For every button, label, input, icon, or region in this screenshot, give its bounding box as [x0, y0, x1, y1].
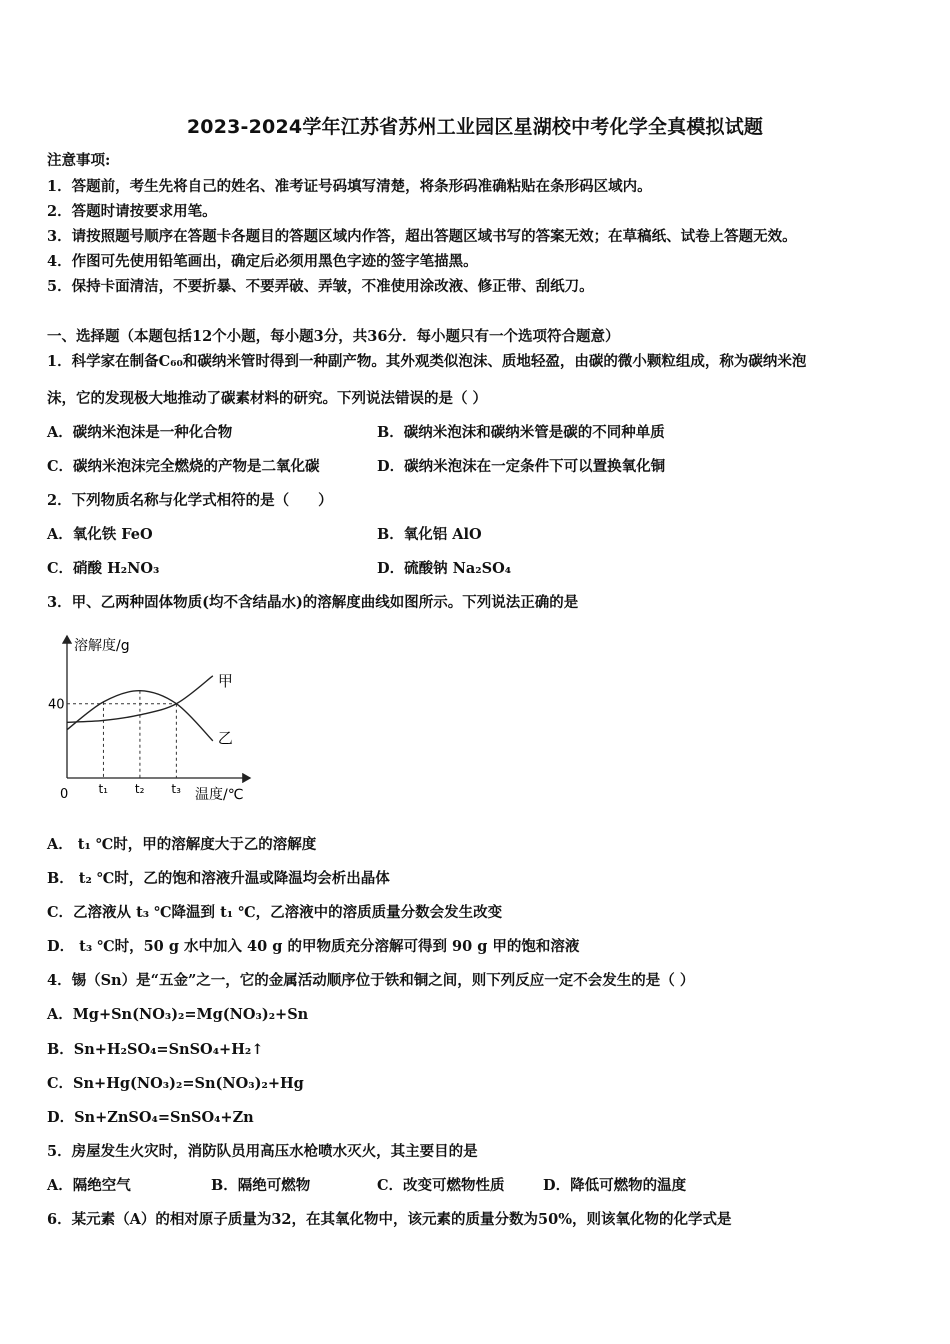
series-label-jia: 甲: [217, 671, 233, 690]
question-2-option-c: C．硝酸 H₂NO₃: [47, 560, 160, 577]
question-5-stem: 5．房屋发生火灾时，消防队员用高压水枪喷水灭火，其主要目的是: [47, 1143, 478, 1160]
question-1-stem-line1: 1．科学家在制备C₆₀和碳纳米管时得到一种副产物。其外观类似泡沫、质地轻盈，由碳的微小颗粒组成，称为碳纳米泡: [47, 353, 807, 370]
question-1-option-a: A．碳纳米泡沫是一种化合物: [47, 424, 233, 441]
x-tick-label: t₁: [98, 782, 108, 796]
question-5-option-c: C．改变可燃物性质: [377, 1177, 505, 1194]
question-4-option-a: A．Mg+Sn(NO₃)₂=Mg(NO₃)₂+Sn: [47, 1006, 309, 1023]
question-3-option-c: C．乙溶液从 t₃ ℃降温到 t₁ ℃，乙溶液中的溶质质量分数会发生改变: [47, 904, 503, 921]
page-title: 2023-2024学年江苏省苏州工业园区星湖校中考化学全真模拟试题: [186, 116, 764, 138]
y-axis-label: 溶解度/g: [74, 638, 130, 654]
question-1-stem-line2: 沫，它的发现极大地推动了碳素材料的研究。下列说法错误的是（ ）: [47, 390, 488, 407]
question-6-stem: 6．某元素（A）的相对原子质量为32，在其氧化物中，该元素的质量分数为50%，则该氧化物的化学式是: [47, 1211, 732, 1228]
question-3-option-d: D． t₃ ℃时，50 g 水中加入 40 g 的甲物质充分溶解可得到 90 g 甲的饱和溶液: [47, 938, 580, 955]
question-2-option-d: D．硫酸钠 Na₂SO₄: [377, 560, 512, 577]
question-4-option-c: C．Sn+Hg(NO₃)₂=Sn(NO₃)₂+Hg: [47, 1075, 304, 1092]
notice-item-4: 4．作图可先使用铅笔画出，确定后必须用黑色字迹的签字笔描黑。: [47, 253, 478, 270]
origin-label: 0: [60, 787, 69, 802]
question-3-stem: 3．甲、乙两种固体物质(均不含结晶水)的溶解度曲线如图所示。下列说法正确的是: [47, 594, 579, 611]
question-2-option-a: A．氧化铁 FeO: [47, 526, 153, 543]
notice-heading: 注意事项:: [47, 152, 111, 169]
notice-item-2: 2．答题时请按要求用笔。: [47, 203, 217, 220]
notice-item-1: 1．答题前，考生先将自己的姓名、准考证号码填写清楚，将条形码准确粘贴在条形码区域内。: [47, 178, 652, 195]
question-1-option-c: C．碳纳米泡沫完全燃烧的产物是二氧化碳: [47, 458, 320, 475]
question-5-option-b: B．隔绝可燃物: [211, 1177, 311, 1194]
y-tick-label: 40: [48, 697, 65, 713]
question-5-option-d: D．降低可燃物的温度: [543, 1177, 687, 1194]
series-label-yi: 乙: [217, 728, 233, 747]
notice-item-5: 5．保持卡面清洁，不要折暴、不要弄破、弄皱，不准使用涂改液、修正带、刮纸刀。: [47, 278, 594, 295]
question-4-option-d: D．Sn+ZnSO₄=SnSO₄+Zn: [47, 1109, 254, 1126]
question-4-stem: 4．锡（Sn）是“五金”之一，它的金属活动顺序位于铁和铜之间，则下列反应一定不会发生的是（ ）: [47, 972, 695, 989]
question-3-option-b: B． t₂ ℃时，乙的饱和溶液升温或降温均会析出晶体: [47, 870, 390, 887]
x-axis-label: 温度/℃: [195, 787, 244, 803]
question-4-option-b: B．Sn+H₂SO₄=SnSO₄+H₂↑: [47, 1041, 264, 1058]
question-3-option-a: A． t₁ ℃时，甲的溶解度大于乙的溶解度: [47, 836, 317, 853]
question-2-option-b: B．氧化铝 AlO: [377, 526, 482, 543]
question-1-option-b: B．碳纳米泡沫和碳纳米管是碳的不同种单质: [377, 424, 665, 441]
notice-item-3: 3．请按照题号顺序在答题卡各题目的答题区域内作答，超出答题区域书写的答案无效；在草稿纸、试卷上答题无效。: [47, 228, 797, 245]
question-5-option-a: A．隔绝空气: [47, 1177, 131, 1194]
question-2-stem: 2．下列物质名称与化学式相符的是（ ）: [47, 492, 333, 509]
section-heading: 一、选择题（本题包括12个小题，每小题3分，共36分．每小题只有一个选项符合题意）: [47, 328, 620, 345]
solubility-chart: [42, 628, 282, 808]
x-tick-label: t₂: [134, 782, 145, 796]
x-tick-label: t₃: [171, 782, 181, 796]
question-1-option-d: D．碳纳米泡沫在一定条件下可以置换氧化铜: [377, 458, 666, 475]
